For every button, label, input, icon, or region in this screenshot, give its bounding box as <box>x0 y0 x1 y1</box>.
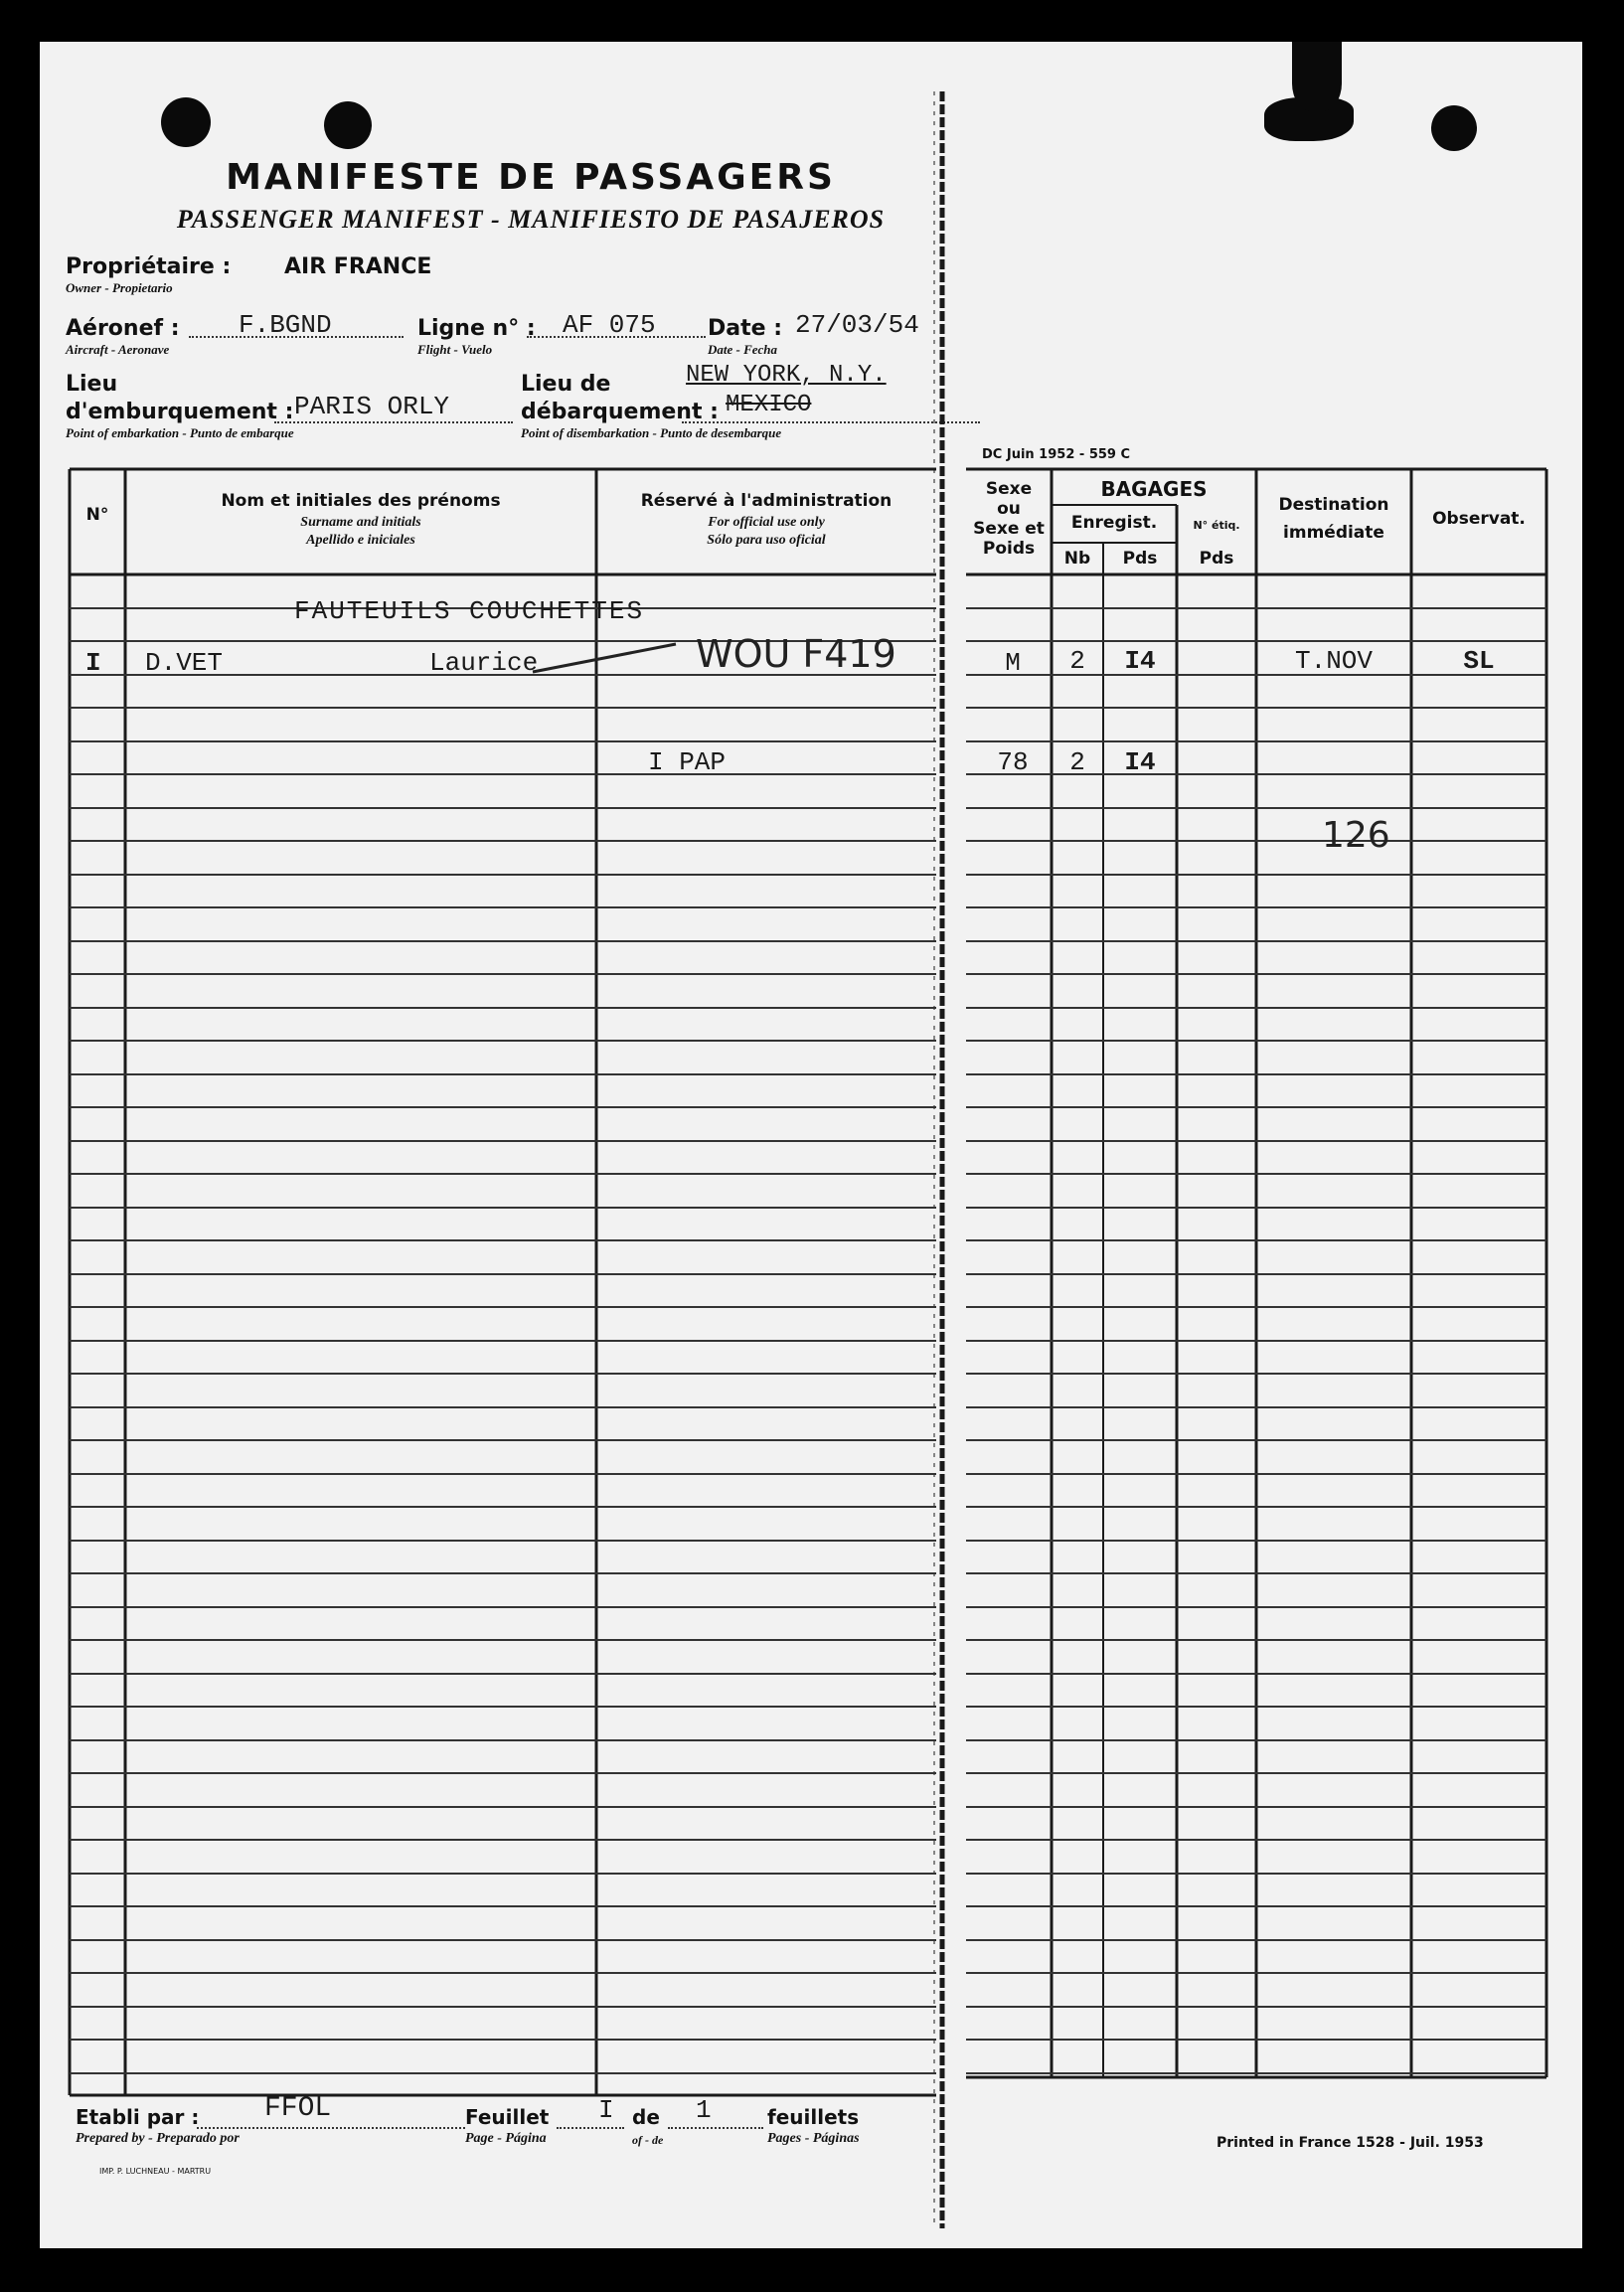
of-sub: of - de <box>632 2133 664 2147</box>
row1-sexe: M <box>1005 648 1021 678</box>
header-no: N° <box>85 505 109 525</box>
aircraft-sub: Aircraft - Aeronave <box>66 342 170 357</box>
header-n-etiq: N° étiq. <box>1193 519 1240 532</box>
embark-label-2: d'emburquement : <box>66 400 294 424</box>
header-pds: Pds <box>1122 549 1158 569</box>
header-dest-2: immédiate <box>1283 523 1384 543</box>
prepared-label: Etabli par : <box>76 2105 200 2129</box>
prepared-sub: Prepared by - Preparado por <box>76 2131 240 2146</box>
header-sexe-4: Poids <box>982 539 1036 559</box>
of-value: 1 <box>696 2095 712 2125</box>
form-title: MANIFESTE DE PASSAGERS <box>226 157 836 198</box>
row2-bag-nb: 2 <box>1069 747 1085 777</box>
flight-sub: Flight - Vuelo <box>417 342 493 357</box>
header-sexe-3: Sexe et <box>973 519 1045 539</box>
header-dest-1: Destination <box>1278 495 1389 515</box>
printed-notice: Printed in France 1528 - Juil. 1953 <box>1217 2135 1484 2151</box>
embark-value: PARIS ORLY <box>294 392 450 421</box>
header-sexe-2: ou <box>997 499 1021 519</box>
form-subtitle: PASSENGER MANIFEST - MANIFIESTO DE PASAJEROS <box>176 205 886 234</box>
header-name-es: Apellido e iniciales <box>306 533 415 548</box>
sheets-label: feuillets <box>767 2105 860 2129</box>
row2-bag-pds: I4 <box>1124 747 1156 777</box>
sheet-label: Feuillet <box>465 2105 550 2129</box>
prepared-value: FFOL <box>264 2093 332 2124</box>
section-label: FAUTEUILS COUCHETTES <box>294 596 645 626</box>
owner-value: AIR FRANCE <box>284 254 432 279</box>
row1-destination: T.NOV <box>1294 646 1373 676</box>
row1-bag-nb: 2 <box>1069 646 1085 676</box>
pages-sub: Pages - Páginas <box>767 2131 860 2146</box>
embark-sub: Point of embarkation - Punto de embarque <box>66 425 294 440</box>
row1-observation: SL <box>1463 646 1495 676</box>
header-admin-fr: Réservé à l'administration <box>640 491 893 511</box>
flight-label: Ligne n° : <box>417 316 536 341</box>
sheet-value: I <box>598 2095 614 2125</box>
disembark-label-1: Lieu de <box>521 372 611 397</box>
manifest-sheet <box>40 42 1582 2248</box>
embark-label-1: Lieu <box>66 372 118 397</box>
date-label: Date : <box>708 316 783 341</box>
flight-value: AF 075 <box>563 310 656 340</box>
header-observ: Observat. <box>1432 509 1526 529</box>
manifest-grid <box>40 42 1582 2248</box>
disembark-value-1: NEW YORK, N.Y. <box>686 362 887 389</box>
row1-surname: D.VET <box>145 648 224 678</box>
header-name-fr: Nom et initiales des prénoms <box>221 491 501 511</box>
of-label: de <box>632 2105 660 2129</box>
form-code: DC Juin 1952 - 559 C <box>982 447 1131 462</box>
header-nb: Nb <box>1063 549 1091 569</box>
row2-admin: I PAP <box>648 747 727 777</box>
row2-sexe: 78 <box>997 747 1029 777</box>
header-admin-es: Sólo para uso oficial <box>707 533 826 548</box>
header-enregist: Enregist. <box>1070 513 1158 533</box>
printer-credit: IMP. P. LUCHNEAU - MARTRU <box>99 2167 212 2176</box>
owner-label: Propriétaire : <box>66 254 232 279</box>
row1-bag-pds: I4 <box>1124 646 1156 676</box>
page-sub: Page - Página <box>465 2131 547 2146</box>
owner-sub: Owner - Propietario <box>66 280 173 295</box>
row1-admin-handwritten: WOU F419 <box>696 632 896 676</box>
handwritten-total: 126 <box>1322 815 1390 856</box>
header-name-en: Surname and initials <box>300 515 421 530</box>
header-sexe-1: Sexe <box>985 479 1033 499</box>
disembark-label-2: débarquement : <box>521 400 719 424</box>
disembark-value-2: MEXICO <box>726 392 812 418</box>
disembark-sub: Point of disembarkation - Punto de desembarque <box>521 425 782 440</box>
header-bagages: BAGAGES <box>1100 477 1208 501</box>
header-pds2: Pds <box>1199 549 1234 569</box>
row1-number: I <box>85 648 101 678</box>
aircraft-value: F.BGND <box>239 310 332 340</box>
aircraft-label: Aéronef : <box>66 316 180 341</box>
header-admin-en: For official use only <box>708 515 825 530</box>
date-sub: Date - Fecha <box>708 342 778 357</box>
date-value: 27/03/54 <box>795 310 919 340</box>
row1-firstname: Laurice <box>429 648 539 678</box>
